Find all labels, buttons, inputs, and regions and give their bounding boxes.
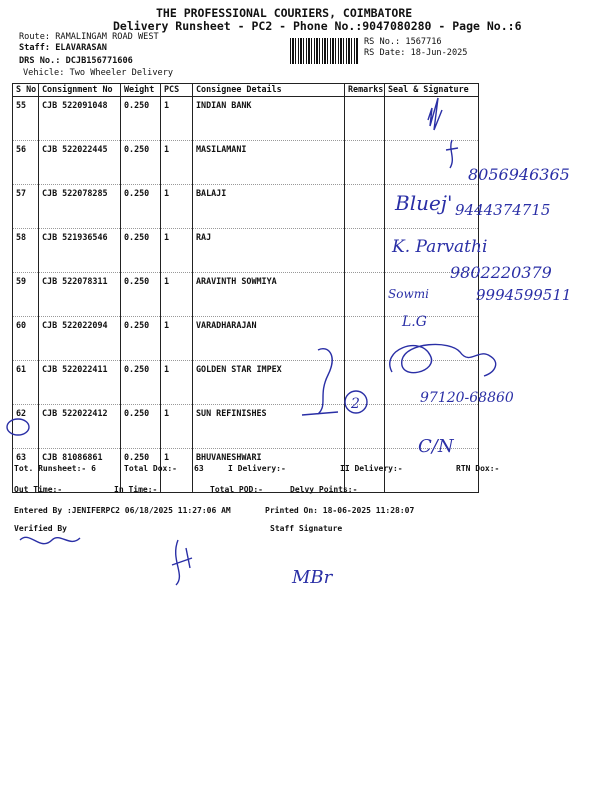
pcs-cell: 1 — [161, 185, 193, 229]
rs-date: RS Date: 18-Jun-2025 — [364, 48, 468, 58]
delvy-points-label: Delvy Points:- — [290, 485, 358, 494]
in-time-label: In Time:- — [114, 485, 158, 494]
pcs-cell: 1 — [161, 317, 193, 361]
total-dox-value: 63 — [194, 464, 204, 473]
handwritten-phone-5: 97120-68860 — [420, 390, 514, 406]
rtn-dox-label: RTN Dox:- — [456, 464, 500, 473]
rs-number: RS No.: 1567716 — [364, 37, 442, 47]
consignment-cell: CJB 522022412 — [39, 405, 121, 449]
weight-cell: 0.250 — [121, 229, 161, 273]
signature-row-55 — [428, 98, 442, 130]
consignment-cell: CJB 522091048 — [39, 97, 121, 141]
sno-cell: 56 — [13, 141, 39, 185]
signature-row-61 — [390, 344, 496, 376]
staff-signature-scribble: MBr — [292, 567, 333, 588]
weight-cell: 0.250 — [121, 361, 161, 405]
route-label: Route: RAMALINGAM ROAD WEST — [19, 32, 159, 42]
col-sno: S No — [13, 84, 39, 97]
consignee-cell: BALAJI — [193, 185, 345, 229]
drs-label: DRS No.: DCJB156771606 — [19, 56, 133, 66]
handwritten-note-1: Sowmi — [388, 287, 429, 301]
handwritten-phone-1: 8056946365 — [468, 165, 570, 184]
sno-cell: 58 — [13, 229, 39, 273]
consignee-cell: BHUVANESHWARI — [193, 449, 345, 493]
consignee-cell: VARADHARAJAN — [193, 317, 345, 361]
pcs-cell: 1 — [161, 361, 193, 405]
consignment-cell: CJB 522022094 — [39, 317, 121, 361]
handwritten-phone-2: 9444374715 — [455, 201, 551, 219]
signature-footer-middle — [172, 540, 192, 585]
verified-by-label: Verified By — [14, 524, 67, 533]
printed-on: Printed On: 18-06-2025 11:28:07 — [265, 506, 415, 515]
col-consignee: Consignee Details — [193, 84, 345, 97]
consignee-cell: INDIAN BANK — [193, 97, 345, 141]
handwritten-phone-3: 9802220379 — [450, 263, 552, 282]
consignment-cell: CJB 522078311 — [39, 273, 121, 317]
total-pod-label: Total POD:- — [210, 485, 263, 494]
consignment-cell: CJB 522022445 — [39, 141, 121, 185]
sno-cell: 61 — [13, 361, 39, 405]
weight-cell: 0.250 — [121, 317, 161, 361]
handwritten-name-1: Bluej' — [395, 191, 453, 215]
verified-signature — [20, 537, 80, 543]
pcs-cell: 1 — [161, 273, 193, 317]
handwritten-note-3: C/N — [418, 436, 454, 457]
col-consignment: Consignment No — [39, 84, 121, 97]
circled-number: 2 — [351, 396, 360, 412]
sno-cell: 63 — [13, 449, 39, 493]
consignee-cell: SUN REFINISHES — [193, 405, 345, 449]
sno-cell: 60 — [13, 317, 39, 361]
consignment-cell: CJB 521936546 — [39, 229, 121, 273]
col-remarks: Remarks — [345, 84, 385, 97]
consignment-cell: CJB 522022411 — [39, 361, 121, 405]
staff-label: Staff: ELAVARASAN — [19, 43, 107, 53]
circled-row-63 — [7, 419, 29, 435]
out-time-label: Out Time:- — [14, 485, 63, 494]
pcs-cell: 1 — [161, 97, 193, 141]
pcs-cell: 1 — [161, 449, 193, 493]
consignment-cell: CJB 81086861 — [39, 449, 121, 493]
weight-cell: 0.250 — [121, 273, 161, 317]
company-title: THE PROFESSIONAL COURIERS, COIMBATORE — [156, 6, 413, 20]
pcs-cell: 1 — [161, 141, 193, 185]
weight-cell: 0.250 — [121, 449, 161, 493]
ii-delivery-label: II Delivery:- — [340, 464, 403, 473]
col-signature: Seal & Signature — [385, 84, 479, 97]
tot-runsheet: Tot. Runsheet:- 6 — [14, 464, 96, 473]
sno-cell: 62 — [13, 405, 39, 449]
vehicle-label: Vehicle: Two Wheeler Delivery — [23, 68, 174, 78]
signature-row-62 — [302, 349, 338, 415]
pcs-cell: 1 — [161, 405, 193, 449]
weight-cell: 0.250 — [121, 97, 161, 141]
col-pcs: PCS — [161, 84, 193, 97]
consignee-cell: RAJ — [193, 229, 345, 273]
runsheet-title: Delivery Runsheet - PC2 - Phone No.:9047080280 - Page No.:6 — [113, 19, 522, 33]
consignee-cell: MASILAMANI — [193, 141, 345, 185]
total-dox-label: Total Dox:- — [124, 464, 177, 473]
consignee-cell: ARAVINTH SOWMIYA — [193, 273, 345, 317]
sno-cell: 59 — [13, 273, 39, 317]
handwritten-name-2: K. Parvathi — [392, 237, 488, 257]
weight-cell: 0.250 — [121, 141, 161, 185]
col-weight: Weight — [121, 84, 161, 97]
handwritten-phone-4: 9994599511 — [476, 286, 572, 304]
handwritten-note-2: L.G — [402, 314, 427, 330]
consignee-cell: GOLDEN STAR IMPEX — [193, 361, 345, 405]
weight-cell: 0.250 — [121, 185, 161, 229]
staff-signature-label: Staff Signature — [270, 524, 343, 533]
i-delivery-label: I Delivery:- — [228, 464, 286, 473]
consignment-cell: CJB 522078285 — [39, 185, 121, 229]
signature-row-56 — [446, 140, 458, 168]
sno-cell: 55 — [13, 97, 39, 141]
sno-cell: 57 — [13, 185, 39, 229]
entered-by: Entered By :JENIFERPC2 06/18/2025 11:27:06 AM — [14, 506, 231, 515]
weight-cell: 0.250 — [121, 405, 161, 449]
pcs-cell: 1 — [161, 229, 193, 273]
